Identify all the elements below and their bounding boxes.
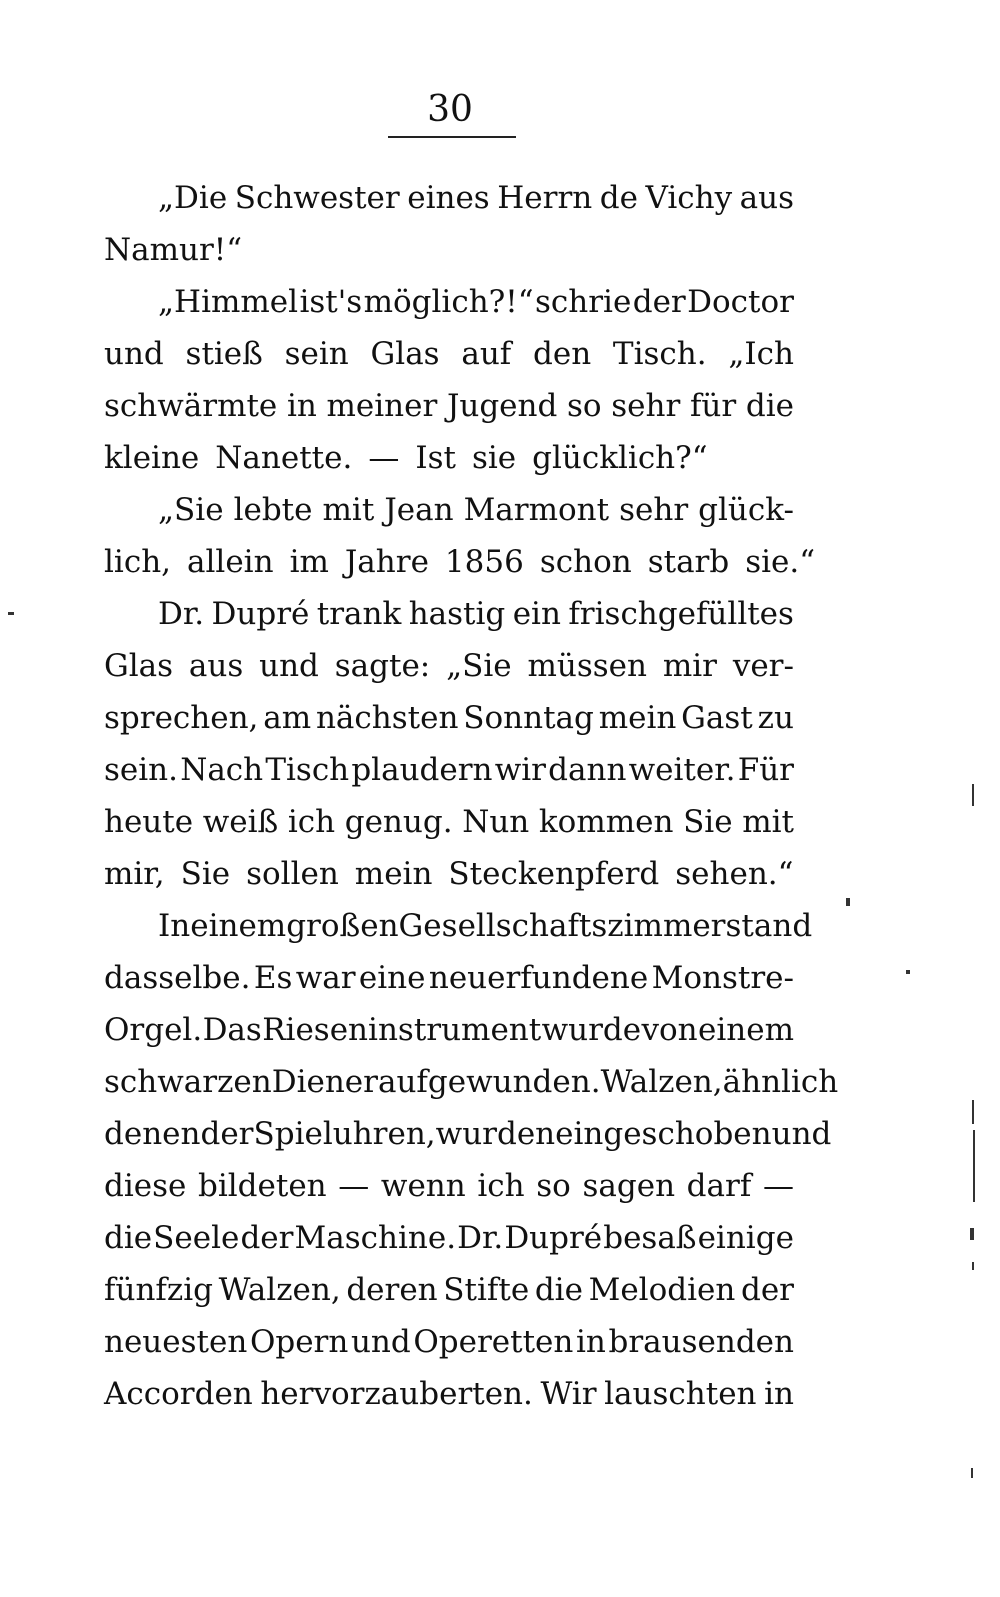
word: Marmont bbox=[463, 492, 610, 528]
word: wurde bbox=[541, 1012, 642, 1048]
word: war bbox=[295, 960, 356, 996]
word: eines bbox=[407, 180, 490, 216]
text-line bbox=[104, 1316, 794, 1368]
word: so bbox=[567, 388, 602, 424]
word: Walzen, bbox=[600, 1064, 723, 1100]
scan-speck bbox=[972, 1100, 974, 1124]
word: „Sie bbox=[446, 648, 512, 684]
word: sprechen, bbox=[104, 700, 259, 736]
word: Dupré bbox=[211, 596, 310, 632]
text-line bbox=[104, 380, 794, 432]
word: großen bbox=[286, 908, 399, 944]
text-line bbox=[104, 640, 794, 692]
word: starb bbox=[647, 544, 730, 580]
word: eine bbox=[358, 960, 426, 996]
word: die bbox=[534, 1272, 583, 1308]
text-line bbox=[104, 900, 813, 952]
text-line bbox=[104, 276, 794, 328]
word: sehen.“ bbox=[675, 856, 794, 892]
text-line bbox=[104, 1108, 832, 1160]
word: Glas bbox=[370, 336, 440, 372]
word: die bbox=[104, 1220, 153, 1256]
text-line bbox=[104, 172, 794, 224]
word: in bbox=[764, 1376, 794, 1412]
word: de bbox=[599, 180, 638, 216]
word: brausenden bbox=[608, 1324, 794, 1360]
word: diese bbox=[104, 1168, 187, 1204]
word: kommen bbox=[538, 804, 674, 840]
word: deren bbox=[346, 1272, 438, 1308]
word: dasselbe. bbox=[104, 960, 251, 996]
word: meiner bbox=[326, 388, 438, 424]
word: Tisch. bbox=[612, 336, 707, 372]
header-rule bbox=[388, 136, 516, 138]
word: allein bbox=[187, 544, 274, 580]
text-line bbox=[104, 1056, 839, 1108]
text-line bbox=[104, 536, 816, 588]
text-line bbox=[104, 1368, 794, 1420]
word: müssen bbox=[527, 648, 647, 684]
word: neuerfundene bbox=[428, 960, 649, 996]
word: aus bbox=[739, 180, 794, 216]
word: In bbox=[158, 908, 191, 944]
word: Jugend bbox=[446, 388, 558, 424]
word: heute bbox=[104, 804, 194, 840]
word: dann bbox=[548, 752, 627, 788]
word: Spieluhren, bbox=[253, 1116, 436, 1152]
word: schwarzen bbox=[104, 1064, 272, 1100]
word: der bbox=[740, 1272, 794, 1308]
word: lebte bbox=[233, 492, 313, 528]
word: stieß bbox=[185, 336, 263, 372]
word: sehr bbox=[611, 388, 681, 424]
word: „Himmel bbox=[158, 284, 299, 320]
word: zu bbox=[757, 700, 794, 736]
word: stand bbox=[725, 908, 813, 944]
word: Gesellschaftszimmer bbox=[398, 908, 726, 944]
word: Walzen, bbox=[218, 1272, 341, 1308]
word: mir bbox=[662, 648, 717, 684]
scan-speck bbox=[973, 1130, 975, 1202]
word: Tisch bbox=[265, 752, 350, 788]
word: sein bbox=[284, 336, 349, 372]
word: Glas bbox=[104, 648, 174, 684]
word: und bbox=[104, 336, 164, 372]
word: möglich?!“ bbox=[363, 284, 534, 320]
word: Schwester bbox=[234, 180, 400, 216]
word: in bbox=[286, 388, 317, 424]
text-line bbox=[104, 1264, 794, 1316]
word: ver- bbox=[732, 648, 794, 684]
word: aufgewunden. bbox=[377, 1064, 601, 1100]
word: Opern bbox=[249, 1324, 349, 1360]
word: der bbox=[200, 1116, 254, 1152]
word: — bbox=[368, 440, 400, 476]
word: lauschten bbox=[604, 1376, 757, 1412]
text-line bbox=[104, 1004, 794, 1056]
scan-speck bbox=[8, 612, 14, 615]
text-line bbox=[104, 744, 794, 796]
scan-speck bbox=[846, 898, 850, 906]
text-line bbox=[104, 796, 794, 848]
text-line bbox=[104, 328, 794, 380]
word: Gast bbox=[681, 700, 753, 736]
word: Wir bbox=[540, 1376, 597, 1412]
word: — bbox=[338, 1168, 370, 1204]
word: weiß bbox=[202, 804, 279, 840]
word: mit bbox=[742, 804, 794, 840]
word: — bbox=[762, 1168, 794, 1204]
word: wenn bbox=[380, 1168, 466, 1204]
word: sein. bbox=[104, 752, 178, 788]
word: Für bbox=[737, 752, 794, 788]
word: „Sie bbox=[158, 492, 224, 528]
word: Das bbox=[202, 1012, 262, 1048]
word: einige bbox=[697, 1220, 794, 1256]
word: Dr. bbox=[158, 596, 205, 632]
text-line bbox=[104, 484, 794, 536]
page-number: 30 bbox=[427, 89, 473, 130]
word: „Die bbox=[158, 180, 228, 216]
word: besaß bbox=[603, 1220, 697, 1256]
word: glück- bbox=[698, 492, 794, 528]
word: nächsten bbox=[315, 700, 459, 736]
word: Dupré bbox=[504, 1220, 603, 1256]
word: Herrn bbox=[497, 180, 593, 216]
word: am bbox=[263, 700, 312, 736]
scan-speck bbox=[971, 1468, 973, 1478]
word: Jean bbox=[384, 492, 454, 528]
word: auf bbox=[461, 336, 512, 372]
word: Orgel. bbox=[104, 1012, 203, 1048]
word: Es bbox=[253, 960, 293, 996]
text-line bbox=[104, 1212, 794, 1264]
scan-speck bbox=[906, 970, 910, 974]
word: trank bbox=[316, 596, 402, 632]
word: Monstre- bbox=[651, 960, 794, 996]
word: eingeschoben bbox=[555, 1116, 772, 1152]
word: wir bbox=[494, 752, 546, 788]
word: Maschine. bbox=[294, 1220, 457, 1256]
word: ich bbox=[287, 804, 336, 840]
word: bildeten bbox=[198, 1168, 327, 1204]
text-line bbox=[104, 588, 794, 640]
word: ich bbox=[477, 1168, 525, 1204]
word: der bbox=[632, 284, 686, 320]
word: und bbox=[259, 648, 319, 684]
word: Namur!“ bbox=[104, 232, 243, 268]
word: sehr bbox=[619, 492, 689, 528]
word: mein bbox=[354, 856, 433, 892]
word: aus bbox=[188, 648, 244, 684]
word: wurden bbox=[435, 1116, 556, 1152]
word: schwärmte bbox=[104, 388, 278, 424]
word: die bbox=[745, 388, 794, 424]
word: denen bbox=[104, 1116, 201, 1152]
word: den bbox=[533, 336, 592, 372]
word: fünfzig bbox=[104, 1272, 213, 1308]
word: sollen bbox=[246, 856, 339, 892]
word: von bbox=[641, 1012, 698, 1048]
word: und bbox=[350, 1324, 411, 1360]
word: frischgefülltes bbox=[568, 596, 794, 632]
word: sagte: bbox=[334, 648, 431, 684]
word: Operetten bbox=[413, 1324, 574, 1360]
text-line bbox=[104, 432, 794, 484]
word: Sie bbox=[180, 856, 231, 892]
scan-speck bbox=[970, 1228, 974, 1240]
text-line bbox=[104, 1160, 794, 1212]
scan-speck bbox=[972, 784, 974, 806]
word: hervorzauberten. bbox=[260, 1376, 533, 1412]
word: sie bbox=[471, 440, 517, 476]
word: Doctor bbox=[687, 284, 794, 320]
word: für bbox=[689, 388, 737, 424]
body-text bbox=[104, 172, 839, 1420]
word: weiter. bbox=[628, 752, 736, 788]
word: Sonntag bbox=[463, 700, 594, 736]
word: sie.“ bbox=[745, 544, 816, 580]
word: 1856 bbox=[444, 544, 524, 580]
word: sagen bbox=[582, 1168, 676, 1204]
word: einem bbox=[698, 1012, 794, 1048]
word: im bbox=[289, 544, 329, 580]
word: glücklich?“ bbox=[532, 440, 708, 476]
text-line bbox=[104, 952, 794, 1004]
word: Dr. bbox=[457, 1220, 504, 1256]
word: genug. bbox=[344, 804, 453, 840]
word: hastig bbox=[408, 596, 506, 632]
word: darf bbox=[686, 1168, 752, 1204]
word: Ist bbox=[415, 440, 456, 476]
text-line bbox=[104, 224, 794, 276]
word: Steckenpferd bbox=[448, 856, 660, 892]
word: Seele bbox=[153, 1220, 240, 1256]
word: schon bbox=[539, 544, 632, 580]
word: Diener bbox=[271, 1064, 378, 1100]
word: Accorden bbox=[104, 1376, 253, 1412]
word: schrie bbox=[535, 284, 632, 320]
word: Rieseninstrument bbox=[262, 1012, 542, 1048]
word: einem bbox=[190, 908, 287, 944]
word: ein bbox=[512, 596, 561, 632]
word: mit bbox=[322, 492, 375, 528]
word: in bbox=[575, 1324, 606, 1360]
word: Melodien bbox=[588, 1272, 736, 1308]
word: mir, bbox=[104, 856, 165, 892]
word: Jahre bbox=[344, 544, 429, 580]
word: ähnlich bbox=[722, 1064, 839, 1100]
word: plaudern bbox=[351, 752, 493, 788]
word: mein bbox=[598, 700, 677, 736]
text-line bbox=[104, 692, 794, 744]
word: „Ich bbox=[728, 336, 794, 372]
word: ist's bbox=[299, 284, 363, 320]
word: Nanette. bbox=[215, 440, 353, 476]
word: und bbox=[771, 1116, 832, 1152]
word: kleine bbox=[104, 440, 200, 476]
text-line bbox=[104, 848, 794, 900]
word: lich, bbox=[104, 544, 172, 580]
word: der bbox=[240, 1220, 294, 1256]
word: Stifte bbox=[443, 1272, 530, 1308]
word: Nach bbox=[180, 752, 264, 788]
word: Sie bbox=[683, 804, 733, 840]
scan-speck bbox=[972, 1262, 974, 1270]
word: neuesten bbox=[104, 1324, 248, 1360]
word: so bbox=[536, 1168, 571, 1204]
word: Vichy bbox=[645, 180, 733, 216]
word: Nun bbox=[462, 804, 530, 840]
